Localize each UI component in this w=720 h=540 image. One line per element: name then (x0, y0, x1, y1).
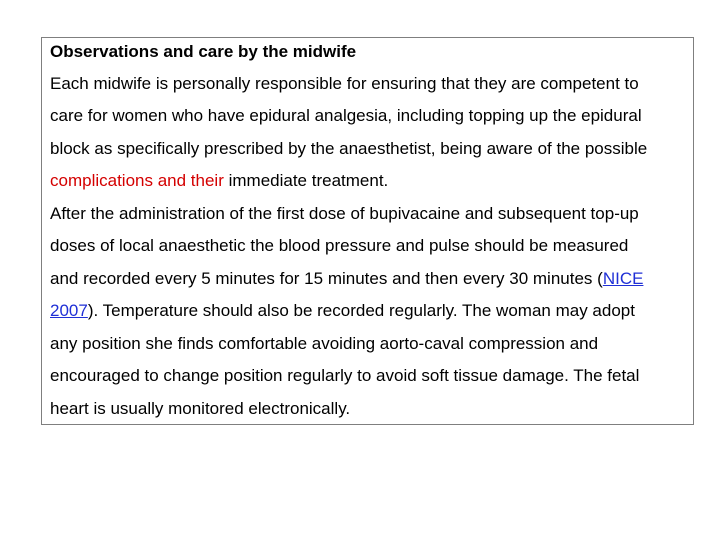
paragraph-line: heart is usually monitored electronically. (50, 399, 351, 418)
paragraph-text: and recorded every 5 minutes for 15 minutes and then every 30 minutes ( (50, 269, 603, 288)
paragraph-text: immediate treatment. (223, 171, 389, 190)
paragraph-line: block as specifically prescribed by the anaesthetist, being aware of the possible (50, 139, 648, 158)
paragraph-line (50, 301, 635, 321)
highlighted-text: complications and their (50, 171, 224, 190)
section-heading: Observations and care by the midwife (50, 42, 357, 61)
paragraph-line: After the administration of the first dose of bupivacaine and subsequent top-up (50, 204, 639, 223)
paragraph-line: Each midwife is personally responsible for ensuring that they are competent to (50, 74, 639, 93)
paragraph-line: doses of local anaesthetic the blood pressure and pulse should be measured (50, 236, 629, 255)
paragraph-text: ). Temperature should also be recorded regularly. The woman may adopt (87, 301, 635, 320)
paragraph-line (50, 269, 643, 289)
paragraph-line: care for women who have epidural analgesia, including topping up the epidural (50, 106, 642, 125)
paragraph-line: encouraged to change position regularly to avoid soft tissue damage. The fetal (50, 366, 640, 385)
nice-reference-link[interactable]: NICE (602, 269, 644, 288)
paragraph-line: any position she finds comfortable avoiding aorto-caval compression and (50, 334, 599, 353)
paragraph-line (50, 171, 388, 191)
nice-reference-year-link[interactable]: 2007 (50, 301, 88, 320)
text-box (41, 37, 694, 425)
